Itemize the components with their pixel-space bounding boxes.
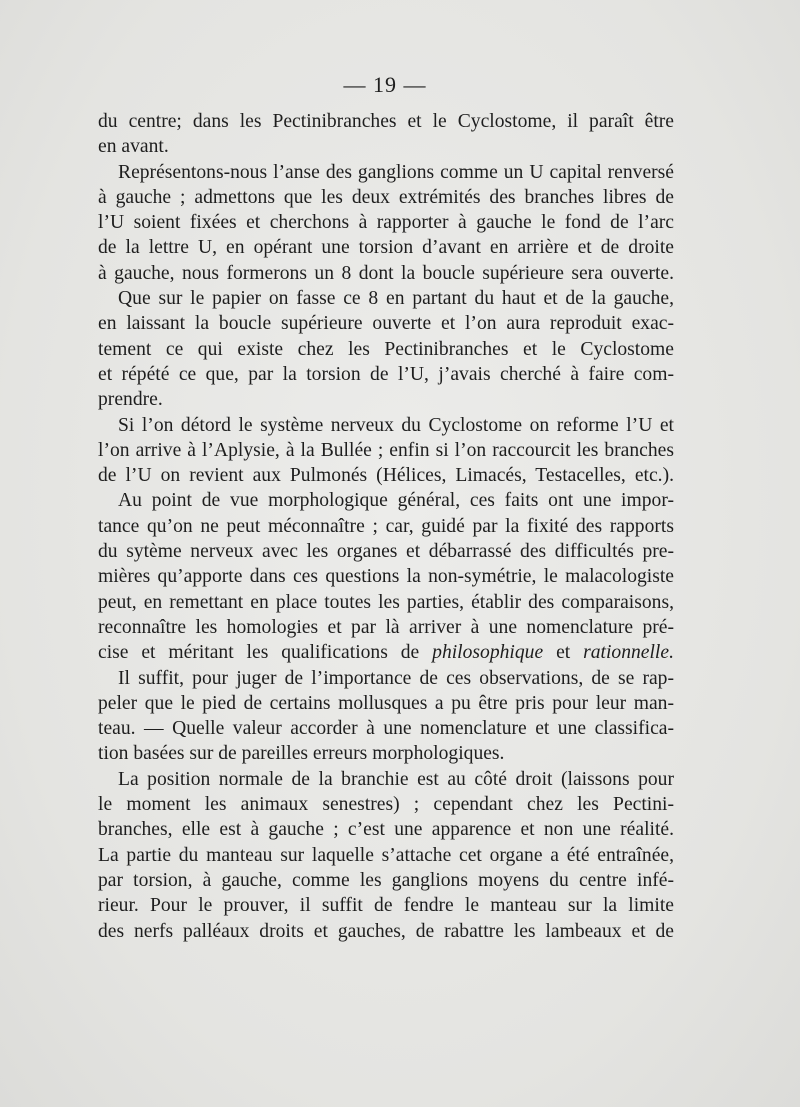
text-line: La position normale de la branchie est au côté droit (laissons pour: [118, 768, 674, 790]
text-line: peut, en remettant en place toutes les parties, établir des comparaisons,: [98, 591, 674, 613]
text-line: en laissant la boucle supérieure ouverte et l’on aura reproduit exac-: [98, 313, 674, 335]
text-line: branches, elle est à gauche ; c’est une apparence et non une réalité.: [98, 819, 674, 841]
text-line: Au point de vue morphologique général, ces faits ont une impor-: [118, 490, 674, 512]
text-line: La partie du manteau sur laquelle s’attache cet organe a été entraînée,: [98, 844, 674, 866]
text-line: le moment les animaux senestres) ; cependant chez les Pectini-: [98, 794, 674, 816]
text-line: rieur. Pour le prouver, il suffit de fendre le manteau sur la limite: [98, 895, 674, 917]
text-line: Il suffit, pour juger de l’importance de ces observations, de se rap-: [118, 667, 674, 689]
body-text: [98, 109, 674, 944]
text-line: mières qu’apporte dans ces questions la non-symétrie, le malacologiste: [98, 566, 674, 588]
text-line: par torsion, à gauche, comme les ganglions moyens du centre infé-: [98, 869, 674, 891]
page-number: — 19 —: [343, 72, 427, 97]
text-line: de l’U on revient aux Pulmonés (Hélices, Limacés, Testacelles, etc.).: [98, 465, 674, 487]
text-line: à gauche, nous formerons un 8 dont la boucle supérieure sera ouverte.: [98, 262, 674, 284]
text-line: tance qu’on ne peut méconnaître ; car, guidé par la fixité des rapports: [98, 515, 674, 537]
text-line: à gauche ; admettons que les deux extrémités des branches libres de: [98, 186, 674, 208]
text-line: du sytème nerveux avec les organes et débarrassé des difficultés pre-: [98, 541, 674, 563]
text-line: en avant.: [98, 136, 169, 158]
text-line: Si l’on détord le système nerveux du Cyclostome on reforme l’U et: [118, 414, 674, 436]
text-line: tement ce qui existe chez les Pectinibranches et le Cyclostome: [98, 338, 674, 360]
text-line: Que sur le papier on fasse ce 8 en partant du haut et de la gauche,: [118, 288, 674, 310]
italic-term: philosophique: [432, 642, 544, 664]
text-segment: cise et méritant les qualifications de: [98, 642, 420, 664]
text-line: tion basées sur de pareilles erreurs morphologiques.: [98, 743, 505, 765]
text-line: du centre; dans les Pectinibranches et le Cyclostome, il paraît être: [98, 111, 674, 132]
text-line: des nerfs palléaux droits et gauches, de rabattre les lambeaux et de: [98, 920, 674, 942]
text-line-mixed: [98, 640, 674, 665]
text-line: reconnaître les homologies et par là arriver à une nomenclature pré-: [98, 616, 674, 638]
text-line: prendre.: [98, 389, 163, 411]
text-line: l’on arrive à l’Aplysie, à la Bullée ; enfin si l’on raccourcit les branches: [98, 439, 674, 461]
text-segment: et: [556, 642, 571, 664]
text-line: teau. — Quelle valeur accorder à une nomenclature et une classifica-: [98, 718, 674, 740]
text-line: l’U soient fixées et cherchons à rapporter à gauche le fond de l’arc: [98, 212, 674, 234]
italic-term: rationnelle.: [583, 642, 674, 664]
text-line: Représentons-nous l’anse des ganglions comme un U capital renversé: [118, 161, 674, 183]
text-line: et répété ce que, par la torsion de l’U, j’avais cherché à faire com-: [98, 363, 674, 385]
text-line: de la lettre U, en opérant une torsion d’avant en arrière et de droite: [98, 237, 674, 259]
text-line: peler que le pied de certains mollusques a pu être pris pour leur man-: [98, 692, 674, 714]
